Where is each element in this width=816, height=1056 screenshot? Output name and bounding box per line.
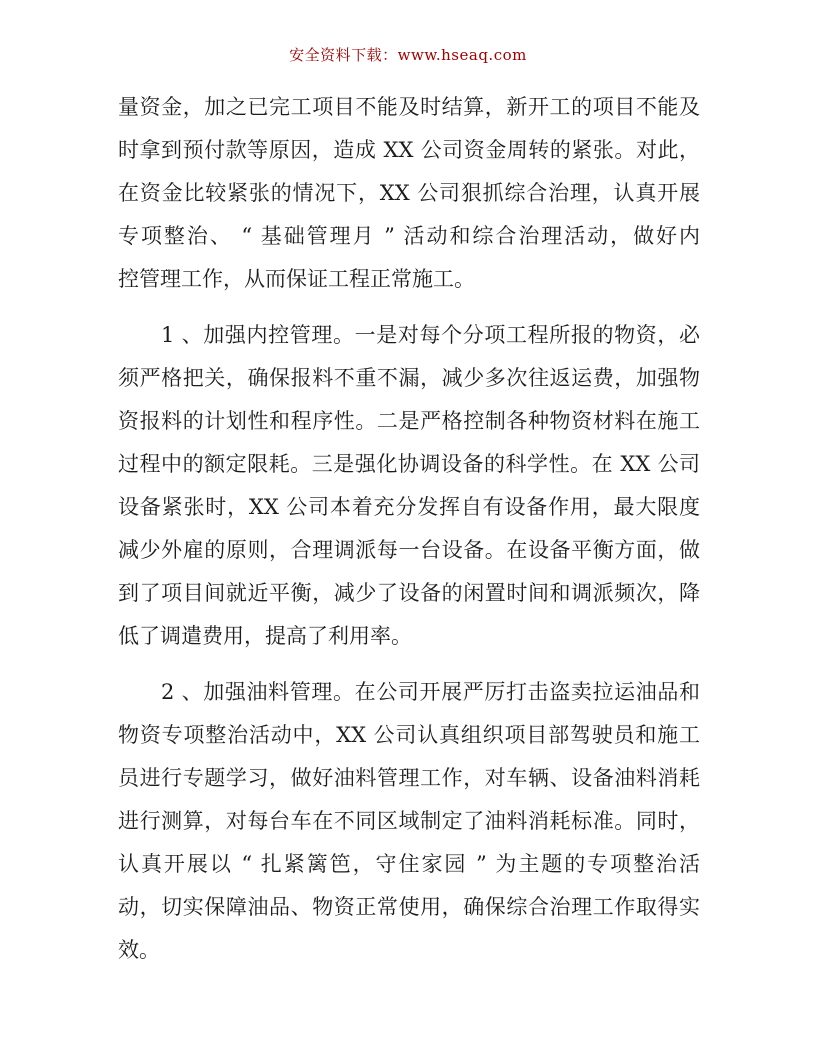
text-line: 在资金比较紧张的情况下，XX 公司狠抓综合治理，认真开展 [118,181,700,205]
text-line: 时拿到预付款等原因，造成 XX 公司资金周转的紧张。对此， [118,138,700,162]
paragraph-1 [118,86,700,301]
text-line: 低了调遣费用，提高了利用率。 [118,624,412,648]
text-line: 动，切实保障油品、物资正常使用，确保综合治理工作取得实 [118,895,700,919]
text-line: 量资金，加之已完工项目不能及时结算，新开工的项目不能及 [118,95,700,119]
text-line: 过程中的额定限耗。三是强化协调设备的科学性。在 XX 公司 [118,452,700,476]
header-download-text: 安全资料下载：www.hseaq.com [289,46,527,64]
text-line: 资报料的计划性和程序性。二是严格控制各种物资材料在施工 [118,409,700,433]
text-line: 设备紧张时，XX 公司本着充分发挥自有设备作用，最大限度 [118,495,700,519]
text-line: 须严格把关，确保报料不重不漏，减少多次往返运费，加强物 [118,366,700,390]
text-line: 效。 [118,938,160,962]
paragraph-3 [118,671,700,972]
text-line: 到了项目间就近平衡，减少了设备的闲置时间和调派频次，降 [118,581,700,605]
text-line: 控管理工作，从而保证工程正常施工。 [118,267,475,291]
text-line: 物资专项整治活动中，XX 公司认真组织项目部驾驶员和施工 [118,723,700,747]
paragraph-2 [118,314,700,658]
text-line: 进行测算，对每台车在不同区域制定了油料消耗标准。同时， [118,809,700,833]
text-line: 减少外雇的原则，合理调派每一台设备。在设备平衡方面，做 [118,538,700,562]
text-line: 认真开展以 “ 扎紧篱笆，守住家园 ” 为主题的专项整治活 [118,852,700,876]
page-header [0,44,816,65]
text-line: 员进行专题学习，做好油料管理工作，对车辆、设备油料消耗 [118,766,700,790]
text-line: 专项整治、 “ 基础管理月 ” 活动和综合治理活动，做好内 [118,224,700,248]
text-line: 2 、加强油料管理。在公司开展严厉打击盗卖拉运油品和 [161,680,700,704]
text-line: 1 、加强内控管理。一是对每个分项工程所报的物资，必 [161,323,700,347]
document-body [118,86,700,972]
